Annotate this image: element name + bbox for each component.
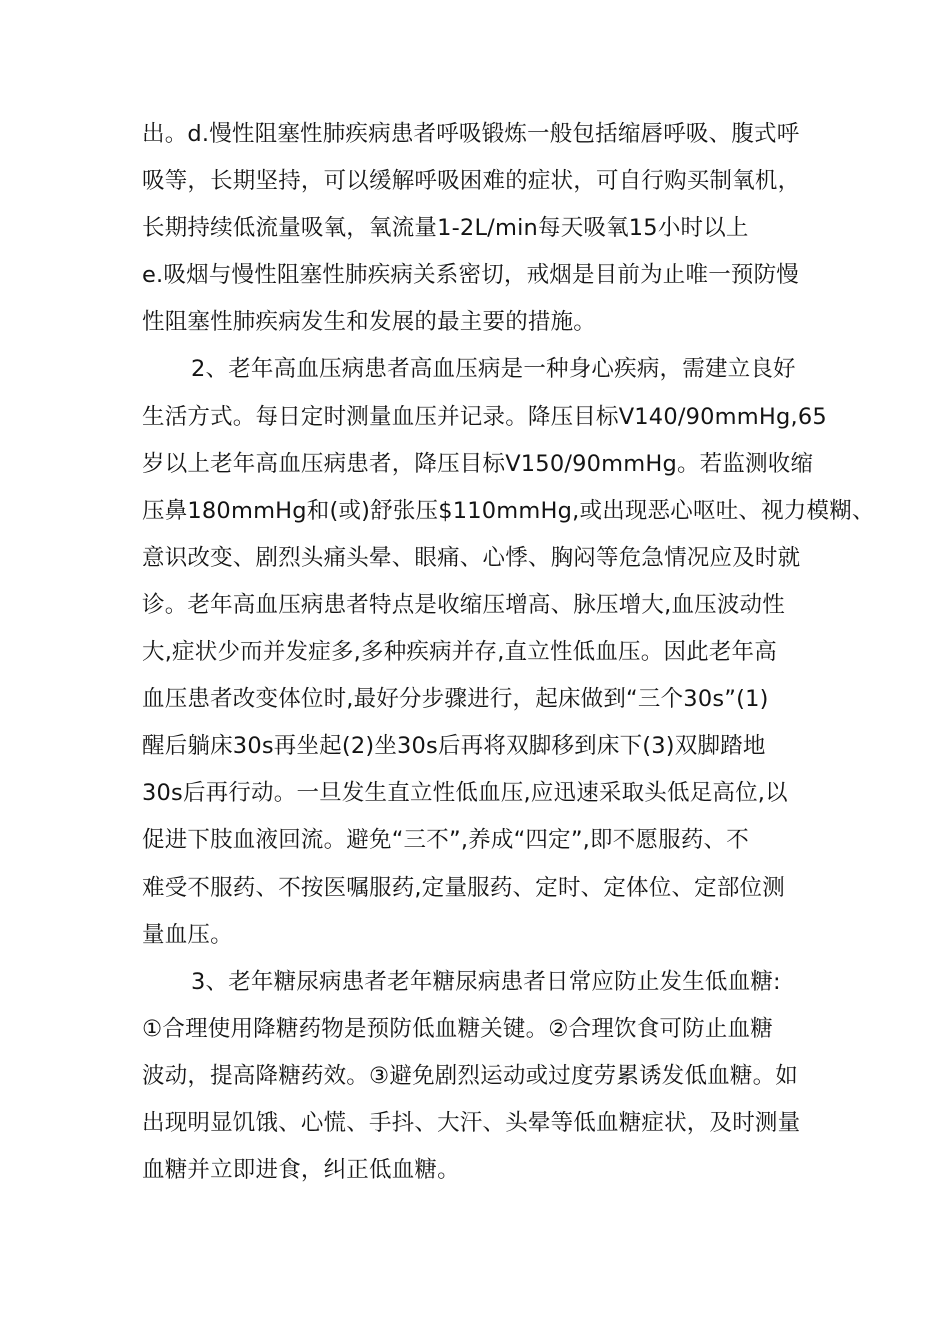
text-line: 促进下肢血液回流。避免“三不”,养成“四定”,即不愿服药、不 bbox=[142, 827, 749, 854]
text-line: 波动，提高降糖药效。③避免剧烈运动或过度劳累诱发低血糖。如 bbox=[142, 1062, 798, 1089]
text-line: 诊。老年高血压病患者特点是收缩压增高、脉压增大,血压波动性 bbox=[142, 591, 785, 618]
text-line: 出现明显饥饿、心慌、手抖、大汗、头晕等低血糖症状，及时测量 bbox=[142, 1109, 801, 1136]
text-line: 大,症状少而并发症多,多种疾病并存,直立性低血压。因此老年高 bbox=[142, 639, 777, 666]
text-line: 吸等，长期坚持，可以缓解呼吸困难的症状，可自行购买制氧机， bbox=[142, 168, 801, 195]
text-line: e.吸烟与慢性阻塞性肺疾病关系密切，戒烟是目前为止唯一预防慢 bbox=[142, 262, 799, 289]
text-line: 30s后再行动。一旦发生直立性低血压,应迅速采取头低足高位,以 bbox=[142, 780, 788, 807]
text-line: 难受不服药、不按医嘱服药,定量服药、定时、定体位、定部位测 bbox=[142, 874, 785, 901]
text-line: 压鼻180mmHg和(或)舒张压$110mmHg,或出现恶心呕吐、视力模糊、 bbox=[142, 497, 875, 524]
text-line: 3、老年糖尿病患者老年糖尿病患者日常应防止发生低血糖: bbox=[191, 968, 781, 995]
text-line: 意识改变、剧烈头痛头晕、眼痛、心悸、胸闷等危急情况应及时就 bbox=[142, 544, 801, 571]
text-line: 生活方式。每日定时测量血压并记录。降压目标V140/90mmHg,65 bbox=[142, 403, 827, 430]
text-line: 2、老年高血压病患者高血压病是一种身心疾病，需建立良好 bbox=[191, 356, 796, 383]
text-line: 长期持续低流量吸氧，氧流量1-2L/min每天吸氧15小时以上 bbox=[142, 215, 749, 242]
text-line: 醒后躺床30s再坐起(2)坐30s后再将双脚移到床下(3)双脚踏地 bbox=[142, 733, 766, 760]
text-line: 量血压。 bbox=[142, 921, 233, 948]
document-body bbox=[0, 111, 950, 1194]
text-line: 出。d.慢性阻塞性肺疾病患者呼吸锻炼一般包括缩唇呼吸、腹式呼 bbox=[142, 121, 800, 147]
text-line: 血糖并立即进食，纠正低血糖。 bbox=[142, 1157, 460, 1184]
text-line: ①合理使用降糖药物是预防低血糖关键。②合理饮食可防止血糖 bbox=[142, 1015, 773, 1042]
text-line: 性阻塞性肺疾病发生和发展的最主要的措施。 bbox=[142, 309, 597, 336]
text-line: 岁以上老年高血压病患者，降压目标V150/90mmHg。若监测收缩 bbox=[142, 450, 814, 477]
text-line: 血压患者改变体位时,最好分步骤进行，起床做到“三个30s”(1) bbox=[142, 686, 769, 713]
